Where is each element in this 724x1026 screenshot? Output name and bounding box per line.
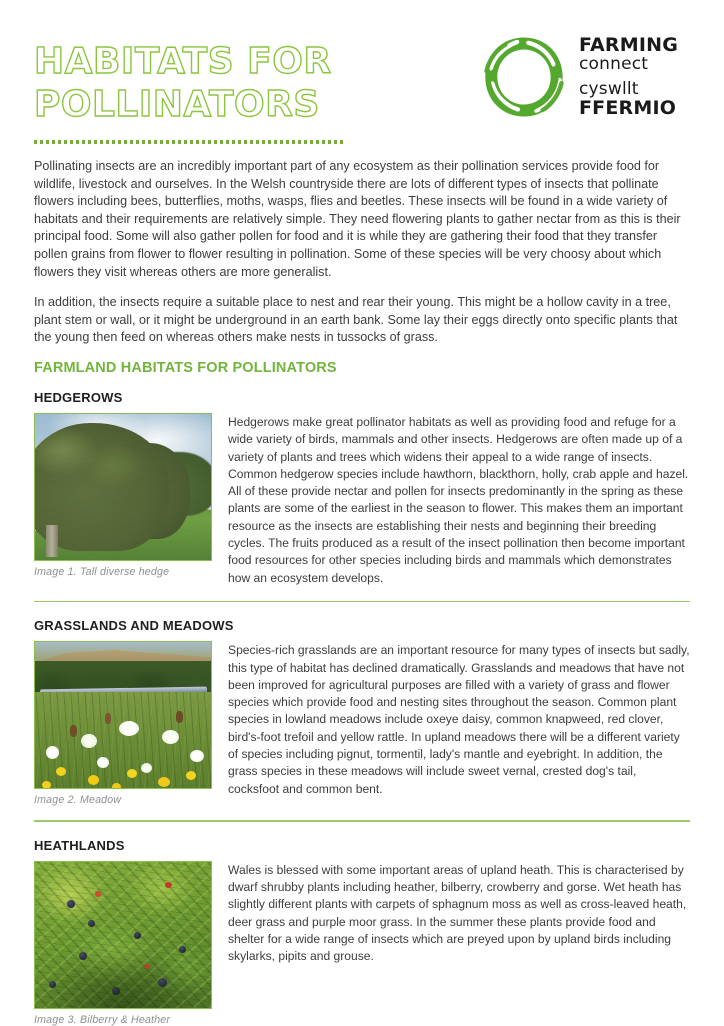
habitat-block-grasslands xyxy=(34,618,690,806)
logo-line-ffermio: FFERMIO xyxy=(578,96,677,119)
photo-yellow-flower xyxy=(127,769,137,778)
photo-yellow-flower xyxy=(88,775,99,785)
logo-line-cyswllt: cyswllt xyxy=(578,79,639,99)
photo-tall-diverse-hedge xyxy=(34,413,212,561)
photo-meadow-field-layer xyxy=(35,692,211,788)
photo-texture-layer xyxy=(35,414,211,560)
habitat-heading-heathlands: HEATHLANDS xyxy=(34,837,125,853)
photo-bilberry-and-heather xyxy=(34,861,212,1009)
photo-yellow-flower xyxy=(158,777,170,787)
intro-paragraph-1: Pollinating insects are an incredibly important part of any ecosystem as their pollination services provide food for wildlife, livestock and ourselves. In the Welsh countryside there are lots of different types of insects that pollinate flowers including bees, butterflies, moths, wasps, flies and beetles. These insects will be found in a wide variety of habitats and their requirements are relatively simple. They need flowering plants to gather nectar from as this is their principal food. Some will also gather pollen for food and it is while they are gathering their food that they transfer pollen grains from flower to flower resulting in pollination. Some of these species will be very choosy about which flowers they visit whereas others are more generalist. xyxy=(34,159,681,279)
habitat-text-hedgerows: Hedgerows make great pollinator habitats as well as providing food and refuge for a wide variety of birds, mammals and other insects. Hedgerows are often made up of a variety of plants and trees which widens their appeal to a wide range of insects. Common hedgerow species include hawthorn, blackthorn, holly, crab apple and hazel. All of these provide nectar and pollen for insects predominantly in the spring as these plants are some of the earliest in the season to flower. This makes them an important resource as the insects are establishing their nests and beginning their breeding cycles. The fruits produced as a result of the insect pollination then become important food resources for other species including birds and mammals which demonstrates how an ecosystem develops. xyxy=(228,414,689,585)
figure-hedgerow xyxy=(34,413,212,578)
habitat-text-heathlands: Wales is blessed with some important areas of upland heath. This is characterised by dwarf shrubby plants including heather, bilberry, crowberry and gorse. Wet heath has slightly different plants with carpets of sphagnum moss as well as cross-leaved heath, deer grass and purple moor grass. In the summer these plants provide food and shelter for a wide range of insects which are preyed upon by upland birds including skylarks, pipits and grouse. xyxy=(228,862,687,964)
figure-caption-heathland: Image 3. Bilberry & Heather xyxy=(34,1013,171,1026)
photo-shadow-layer xyxy=(35,862,211,1008)
habitat-block-hedgerows xyxy=(34,390,690,587)
logo-text xyxy=(578,33,678,119)
page-title-line-2: POLLINATORS xyxy=(34,84,320,125)
intro-paragraph-2: In addition, the insects require a suitable place to nest and rear their young. This might be a hollow cavity in a tree, plant stem or wall, or it might be underground in an earth bank. Some lay their eggs directly onto specific plants that the young then feed on whereas others make nests in tussocks of grass. xyxy=(34,295,678,345)
habitat-block-heathlands xyxy=(34,838,690,1026)
figure-caption-hedgerow: Image 1. Tall diverse hedge xyxy=(34,565,170,578)
photo-seedhead xyxy=(176,711,183,723)
photo-white-flower xyxy=(141,763,152,773)
habitat-heading-hedgerows: HEDGEROWS xyxy=(34,389,123,405)
section-divider-2 xyxy=(34,820,690,821)
page-title-line-1: HABITATS FOR xyxy=(34,41,332,82)
logo-line-connect: connect xyxy=(578,53,649,74)
swirl-logo-icon xyxy=(481,34,567,120)
figure-caption-meadow: Image 2. Meadow xyxy=(34,794,122,807)
habitat-heading-grasslands: GRASSLANDS AND MEADOWS xyxy=(34,618,234,634)
title-block xyxy=(34,30,346,144)
section-heading-farmland-habitats: FARMLAND HABITATS FOR POLLINATORS xyxy=(34,359,337,376)
page-title xyxy=(34,40,346,126)
farming-connect-logo xyxy=(481,30,690,120)
photo-white-flower xyxy=(46,746,59,759)
document-header xyxy=(34,30,690,140)
introduction-section xyxy=(34,158,690,347)
photo-yellow-flower xyxy=(42,781,51,789)
photo-seedhead xyxy=(70,725,77,737)
photo-white-flower xyxy=(190,750,204,762)
title-dotted-rule xyxy=(34,140,346,144)
photo-meadow xyxy=(34,641,212,789)
logo-line-farming: FARMING xyxy=(578,33,678,56)
figure-meadow xyxy=(34,641,212,806)
figure-heathland xyxy=(34,861,212,1026)
habitat-text-grasslands: Species-rich grasslands are an important resource for many types of insects but sadly, this type of habitat has declined dramatically. Grasslands and meadows that have not been improved for agricultural purposes are filled with a variety of grass and flower species which provide food and nesting sites throughout the season. Common plant species in lowland meadows include oxeye daisy, common knapweed, red clover, bird's-foot trefoil and yellow rattle. In upland meadows there will be a different variety of species including pignut, tormentil, lady's mantle and eyebright. In addition, the grass species in these meadows will include sweet vernal, crested dog's tail, cocksfoot and common bent. xyxy=(228,643,690,796)
section-divider-1 xyxy=(34,601,690,602)
